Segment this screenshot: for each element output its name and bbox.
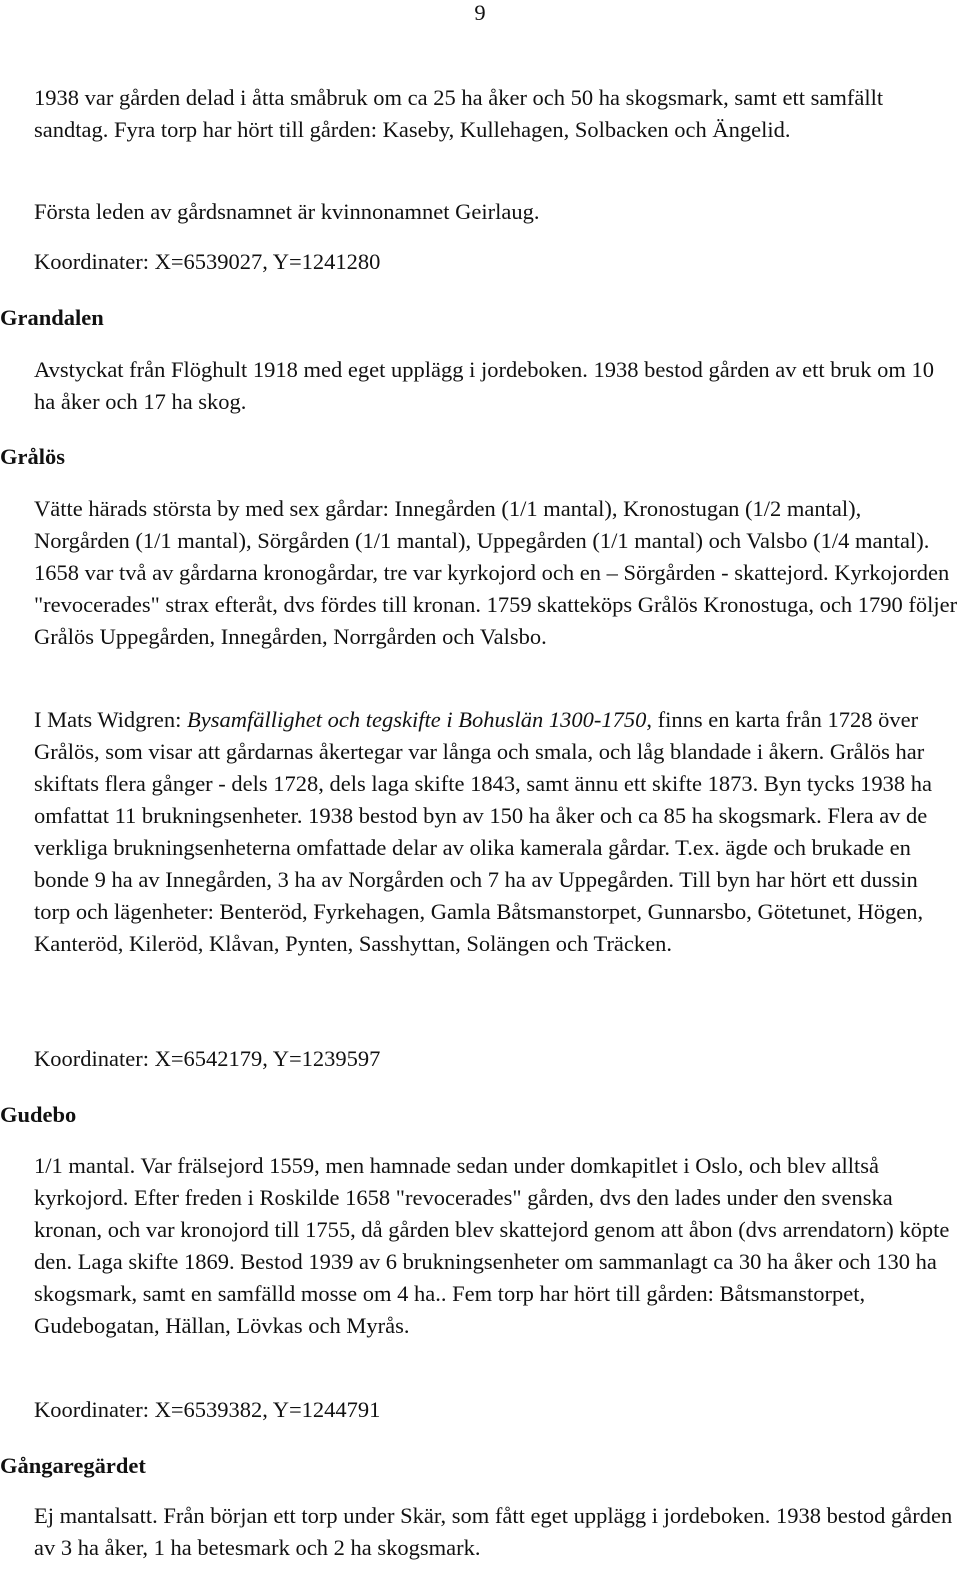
grandalen-paragraph: Avstyckat från Flöghult 1918 med eget upplägg i jordeboken. 1938 bestod gården av ett bruk om 10 ha åker och 17 ha skog.	[34, 357, 935, 414]
gralos-p2-after: , finns en karta från 1728 över Grålös, som visar att gårdarnas åkertegar var långa och smala, och låg blandade i åkern. Grålös har skiftats flera gånger - dels 1728, dels laga skifte 1843, samt ännu ett skifte 1873. Byn tycks 1938 ha omfattat 11 brukningsenheter. 1938 bestod byn av 150 ha åker och ca 85 ha skogsmark. Flera av de verkliga brukningsenheterna omfattade delar av olika kamerala gårdar. T.ex. ägde och brukade en bonde 9 ha av Innegården, 3 ha av Norgården och 7 ha av Uppegården. Till byn har hört ett dussin torp och lägenheter: Benteröd, Fyrkehagen, Gamla Båtsmanstorpet, Gunnarsbo, Götetunet, Högen, Kanteröd, Kileröd, Klåvan, Pynten, Sasshyttan, Solängen och Träcken.	[34, 707, 932, 956]
heading-gangaregardet: Gångaregärdet	[0, 1453, 146, 1478]
heading-gudebo: Gudebo	[0, 1102, 77, 1127]
page-number: 9	[474, 0, 486, 25]
gralos-coordinates: Koordinater: X=6542179, Y=1239597	[34, 1046, 381, 1071]
gudebo-coordinates: Koordinater: X=6539382, Y=1244791	[34, 1397, 381, 1422]
book-title: Bysamfällighet och tegskifte i Bohuslän 1300-1750	[187, 707, 647, 732]
heading-grandalen: Grandalen	[0, 305, 104, 330]
geirlaug-name-origin: Första leden av gårdsnamnet är kvinnonamnet Geirlaug.	[34, 199, 540, 224]
heading-gralos: Grålös	[0, 444, 65, 469]
geirlaug-coordinates: Koordinater: X=6539027, Y=1241280	[34, 249, 381, 274]
gralos-p2-before: I Mats Widgren:	[34, 707, 188, 732]
geirlaug-paragraph: 1938 var gården delad i åtta småbruk om ca 25 ha åker och 50 ha skogsmark, samt ett samfällt sandtag. Fyra torp har hört till gården: Kaseby, Kullehagen, Solbacken och Ängelid.	[34, 85, 884, 142]
gralos-paragraph-1: Vätte härads största by med sex gårdar: Innegården (1/1 mantal), Kronostugan (1/2 mantal), Norgården (1/1 mantal), Sörgården (1/1 mantal), Uppegården (1/1 mantal) och Valsbo (1/4 mantal). 1658 var två av gårdarna kronogårdar, tre var kyrkojord och en – Sörgården - skattejord. Kyrkojorden "revocerades" strax efteråt, dvs fördes till kronan. 1759 skatteköps Grålös Kronostuga, och 1790 följer Grålös Uppegården, Innegården, Norrgården och Valsbo.	[34, 496, 958, 649]
gralos-paragraph-2	[34, 704, 958, 960]
gudebo-paragraph: 1/1 mantal. Var frälsejord 1559, men hamnade sedan under domkapitlet i Oslo, och blev alltså kyrkojord. Efter freden i Roskilde 1658 "revocerades" gården, dvs den lades under den svenska kronan, och var kronojord till 1755, då gården blev skattejord genom att åbon (dvs arrendatorn) köpte den. Laga skifte 1869. Bestod 1939 av 6 brukningsenheter om sammanlagt ca 30 ha åker och 130 ha skogsmark, samt en samfälld mosse om 4 ha.. Fem torp har hört till gården: Båtsmanstorpet, Gudebogatan, Hällan, Lövkas och Myrås.	[34, 1153, 950, 1338]
gangaregardet-paragraph: Ej mantalsatt. Från början ett torp under Skär, som fått eget upplägg i jordeboken. 1938 bestod gården av 3 ha åker, 1 ha betesmark och 2 ha skogsmark.	[34, 1503, 953, 1560]
